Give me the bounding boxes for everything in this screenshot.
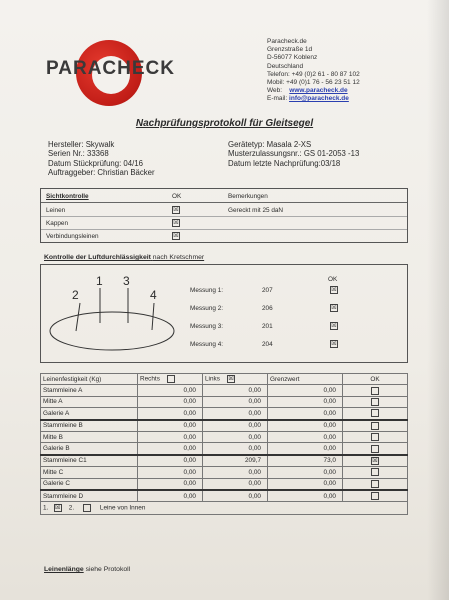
grenzwert-value: 0,00 (268, 420, 343, 432)
row-label: Galerie C (41, 478, 138, 490)
address-line: Grenzstraße 1d (267, 46, 313, 54)
links-value: 0,00 (203, 420, 268, 432)
paracheck-logo (40, 38, 180, 108)
ok-checkbox[interactable] (371, 409, 379, 417)
web-link[interactable]: www.paracheck.de (289, 87, 348, 95)
mobile-line: Mobil: +49 (0)1 76 - 56 23 51 12 (267, 79, 360, 87)
grenzwert-value: 0,00 (268, 467, 343, 478)
hersteller: Hersteller: Skywalk (48, 140, 115, 149)
info-left (48, 140, 155, 177)
links-value: 0,00 (203, 443, 268, 455)
links-value: 0,00 (203, 467, 268, 478)
table-row (41, 420, 408, 432)
links-value: 209,7 (203, 455, 268, 467)
address-line: Paracheck.de (267, 38, 307, 45)
messung-checkbox[interactable]: ☒ (331, 305, 337, 311)
sicht-row-label: Verbindungsleinen (46, 233, 99, 240)
grenzwert-value: 0,00 (268, 443, 343, 455)
datum-letzte-nachpruefung: Datum letzte Nachprüfung:03/18 (228, 158, 341, 168)
leinenlaenge-line: Leinenlänge siehe Protokoll (44, 566, 131, 573)
rechts-value: 0,00 (138, 443, 203, 455)
footer-text: Leine von Innen (99, 504, 146, 512)
page-shadow (427, 0, 449, 600)
diagram-number: 1 (96, 274, 103, 288)
ok-checkbox[interactable] (371, 422, 379, 430)
ok-checkbox[interactable] (371, 387, 379, 395)
ok-checkbox[interactable] (371, 398, 379, 406)
links-value: 0,00 (203, 490, 268, 502)
links-value: 0,00 (203, 408, 268, 420)
rechts-value: 0,00 (138, 467, 203, 478)
grenzwert-value: 0,00 (268, 385, 343, 396)
links-checkbox[interactable]: ☒ (228, 376, 234, 383)
sichtkontrolle-header: Sichtkontrolle (46, 193, 89, 200)
header-label: Leinenfestigkeit (Kg) (41, 374, 138, 385)
luft-ok-header: OK (328, 276, 338, 283)
row-label: Stammleine A (41, 385, 138, 396)
table-row (41, 467, 408, 478)
auftraggeber: Auftraggeber: Christian Bäcker (48, 167, 155, 177)
rechts-value: 0,00 (138, 455, 203, 467)
row-label: Stammleine C1 (41, 455, 138, 467)
ok-checkbox[interactable] (371, 433, 379, 441)
rechts-value: 0,00 (138, 478, 203, 490)
rechts-value: 0,00 (138, 490, 203, 502)
canopy-diagram (44, 268, 184, 358)
messung-checkbox[interactable]: ☒ (331, 287, 337, 293)
table-row (41, 443, 408, 455)
links-value: 0,00 (203, 478, 268, 490)
header-rechts: Rechts (138, 374, 203, 385)
web-line: Web: www.paracheck.de (267, 87, 348, 95)
bemerkungen-header: Bemerkungen (228, 193, 268, 200)
row-label: Mitte C (41, 467, 138, 478)
grenzwert-value: 0,00 (268, 431, 343, 442)
header-grenzwert: Grenzwert (268, 374, 343, 385)
logo-text: PARACHECK (46, 58, 175, 79)
header-ok: OK (343, 374, 408, 385)
ok-checkbox[interactable] (371, 492, 379, 500)
rechts-value: 0,00 (138, 431, 203, 442)
messung-value: 201 (262, 323, 273, 330)
sicht-checkbox[interactable]: ☒ (173, 207, 179, 213)
links-value: 0,00 (203, 385, 268, 396)
diagram-number: 3 (123, 274, 130, 288)
table-row (41, 455, 408, 467)
ok-checkbox[interactable]: ☒ (372, 457, 378, 464)
ok-checkbox[interactable] (371, 445, 379, 453)
luft-title: Kontrolle der Luftdurchlässigkeit nach Kretschmer (44, 254, 205, 261)
leinenfestigkeit-table (40, 373, 408, 515)
messung-label: Messung 2: (190, 305, 224, 312)
ok-checkbox[interactable] (371, 468, 379, 476)
footer-checkbox-2[interactable] (83, 504, 91, 512)
links-value: 0,00 (203, 396, 268, 407)
messung-value: 207 (262, 287, 273, 294)
sicht-checkbox[interactable]: ☒ (173, 233, 179, 239)
row-label: Stammleine D (41, 490, 138, 502)
messung-checkbox[interactable]: ☒ (331, 341, 337, 347)
canopy-ellipse (50, 312, 174, 350)
sicht-checkbox[interactable]: ☒ (173, 220, 179, 226)
address-line: D-56077 Koblenz (267, 54, 318, 62)
table-row (41, 396, 408, 407)
table-header-row (41, 374, 408, 385)
company-address (267, 38, 360, 104)
rechts-value: 0,00 (138, 396, 203, 407)
divider (41, 202, 407, 203)
table-row (41, 385, 408, 396)
divider (41, 216, 407, 217)
document-title: Nachprüfungsprotokoll für Gleitsegel (135, 118, 314, 129)
email-line: E-mail: info@paracheck.de (267, 95, 349, 103)
musterzulassung: Musterzulassungsnr.: GS 01-2053 -13 (228, 149, 360, 159)
messung-value: 204 (262, 341, 273, 348)
rechts-value: 0,00 (138, 385, 203, 396)
table-footer-row (41, 502, 408, 515)
divider (41, 229, 407, 230)
footer-cell: 1. ☒ 2. Leine von Innen (41, 502, 408, 515)
measure-line (76, 303, 80, 331)
messung-label: Messung 4: (190, 341, 224, 348)
row-label: Mitte A (41, 396, 138, 407)
sicht-ok-header: OK (172, 193, 182, 200)
rechts-checkbox[interactable] (167, 375, 175, 383)
table-row (41, 431, 408, 442)
messung-label: Messung 1: (190, 287, 224, 294)
sicht-remark: Gereckt mit 25 daN (228, 207, 284, 214)
sicht-row-label: Leinen (46, 207, 66, 214)
geraetetyp: Gerätetyp: Masala 2-XS (228, 140, 312, 149)
row-label: Galerie A (41, 408, 138, 420)
grenzwert-value: 0,00 (268, 408, 343, 420)
table-row (41, 478, 408, 490)
messung-checkbox[interactable]: ☒ (331, 323, 337, 329)
email-link[interactable]: info@paracheck.de (289, 95, 349, 103)
ok-checkbox[interactable] (371, 480, 379, 488)
grenzwert-value: 0,00 (268, 396, 343, 407)
grenzwert-value: 73,0 (268, 455, 343, 467)
diagram-number: 2 (72, 288, 79, 302)
row-label: Mitte B (41, 431, 138, 442)
table-row (41, 408, 408, 420)
sicht-row-label: Kappen (46, 220, 69, 227)
phone-line: Telefon: +49 (0)2 61 - 80 87 102 (267, 70, 360, 78)
footer-checkbox-1[interactable]: ☒ (54, 505, 61, 512)
messung-label: Messung 3: (190, 323, 224, 330)
row-label: Galerie B (41, 443, 138, 455)
diagram-number: 4 (150, 288, 157, 302)
grenzwert-value: 0,00 (268, 490, 343, 502)
seriennummer: Serien Nr.: 33368 (48, 149, 109, 159)
grenzwert-value: 0,00 (268, 478, 343, 490)
table-row (41, 490, 408, 502)
header-links: Links ☒ (203, 374, 268, 385)
rechts-value: 0,00 (138, 408, 203, 420)
links-value: 0,00 (203, 431, 268, 442)
info-right (228, 140, 359, 168)
address-line: Deutschland (267, 62, 304, 70)
row-label: Stammleine B (41, 420, 138, 432)
rechts-value: 0,00 (138, 420, 203, 432)
datum-stueckpruefung: Datum Stückprüfung: 04/16 (48, 158, 143, 168)
messung-value: 206 (262, 305, 273, 312)
